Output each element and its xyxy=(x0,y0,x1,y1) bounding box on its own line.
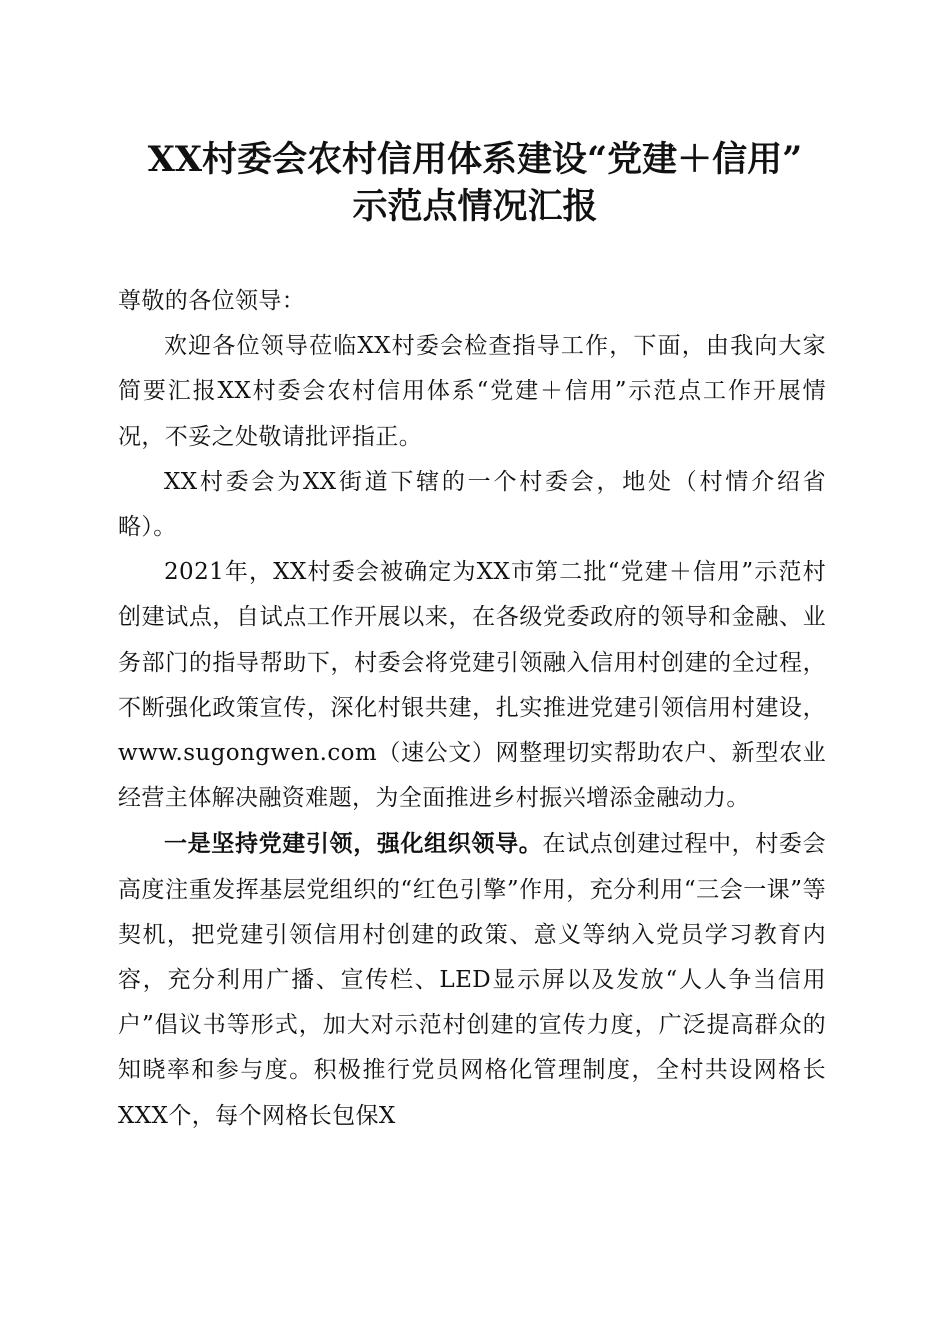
title-line-2: 示范点情况汇报 xyxy=(352,186,598,227)
title-line-1: XX村委会农村信用体系建设“党建＋信用” xyxy=(147,139,803,180)
paragraph-party-leadership-text: 在试点创建过程中，村委会高度注重发挥基层党组织的“红色引擎”作用，充分利用“三会一课”等契机，把党建引领信用村创建的政策、意义等纳入党员学习教育内容，充分利用广播、宣传栏、LED显示屏以及发放“人人争当信用户”倡议书等形式，加大对示范村创建的宣传力度，广泛提高群众的知晓率和参与度。积极推行党员网格化管理制度，全村共设网格长XXX个，每个网格长包保X xyxy=(118,831,826,1129)
paragraph-party-leadership xyxy=(118,821,826,1138)
paragraph-village-overview: XX村委会为XX街道下辖的一个村委会，地处（村情介绍省略）。 xyxy=(118,468,826,541)
document-body xyxy=(118,279,826,1139)
paragraph-pilot-background: 2021年，XX村委会被确定为XX市第二批“党建＋信用”示范村创建试点，自试点工作开展以来，在各级党委政府的领导和金融、业务部门的指导帮助下，村委会将党建引领融入信用村创建的全过程，不断强化政策宣传，深化村银共建，扎实推进党建引领信用村建设，www.sugongwen.com（速公文）网整理切实帮助农户、新型农业经营主体解决融资难题，为全面推进乡村振兴增添金融动力。 xyxy=(118,559,826,812)
document-title xyxy=(90,136,860,230)
paragraph-lead-heading: 一是坚持党建引领，强化组织领导。 xyxy=(164,830,543,858)
salutation: 尊敬的各位领导： xyxy=(118,288,306,314)
paragraph-intro: 欢迎各位领导莅临XX村委会检查指导工作，下面，由我向大家简要汇报XX村委会农村信用体系“党建＋信用”示范点工作开展情况，不妥之处敬请批评指正。 xyxy=(118,333,826,450)
